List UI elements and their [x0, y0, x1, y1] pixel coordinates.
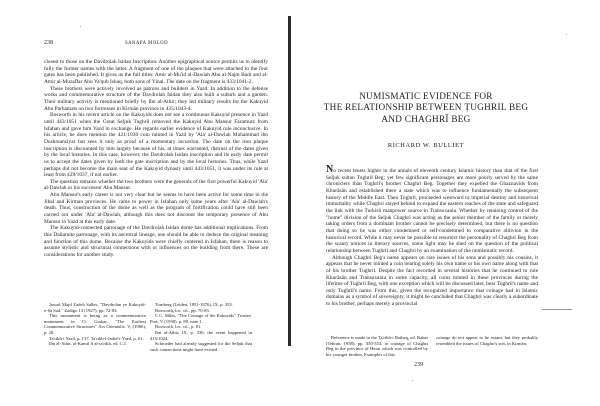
- footnote: Tornberg (Leiden, 1851-1876), IX, p. 355.: [155, 302, 233, 307]
- footnote: Schroeder had already suggested for the Seljuk that such connections might have existed.: [150, 341, 252, 352]
- left-footnotes-col1: [44, 302, 146, 347]
- footnote: Jawad Majd Zadeh Salles, "Davdrolan ye Kakuyid-e-Sa Sad," Zadigo 13 (1927), pp. 72-83.: [44, 302, 146, 313]
- footnote: Bosworth, loc. cit., p. 81.: [155, 324, 202, 330]
- paragraph: The Kakuyid-connected patronage of the Davdrolah Isidan dome has additional implications. From this Dailamite patronage, with its ancestral lineage, one should be able to deduce the original meaning and function of this dome. Because the Kakuyids were chiefly centered in Isfahan, there is reason to assume stylistic and structural connections with or influences on the building from there. These are considerations for another study.: [44, 225, 268, 259]
- right-footnotes-col2: [436, 335, 538, 346]
- footnote: This monument is being as a commemorative monument in O. Grabar, "The Earliest Commemorative Structures" Ars Orientalis, V, (1966), p. 28.: [44, 313, 146, 335]
- footnote: coinage do not appear to be extant, but they probably resembled the issues of Chaghri's son, in Kirmân.: [436, 335, 538, 346]
- left-page-number: 238: [44, 40, 53, 46]
- paragraph-text: o recent tenets higher in the annals of eleventh century Islamic history than that of the first Seljuk sultan Tughril Beg; yet few significant personages are more poorly served by the same chroniclers than Tughril's brother Chaghri Beg. Together they expelled the Ghaznavids from Khurâsân and established there a state which was to influence fundamentally the subsequent history of the Middle East. Then Tughril, proceeded westward to imperial destiny and historical immortality while Chaghri stayed behind to expand the eastern reaches of the state and safeguard the link with the Turkish manpower source in Transoxania. Whether by retaining control of the "home" division of the Seljuk Chaghri was acting as the senior member of the family or merely taking orders from a dominant brother cannot be precisely determined, but there is no question that doing so he was either condemned or self-condemned to comparative oblivion in the historical record. While it may never be possible to resurrect the personality of Chaghri Beg from the scanty notices in literary sources, some light may be shed on the question of the political relationship between Tughril and Chaghri by an examination of the numismatic record.: [326, 168, 538, 254]
- title-line: AND CHAGHRĪ BEG: [381, 113, 471, 124]
- footnote: Reference is made in the Ta'rikh-i Baihaq, ed. Bahar (Tehran, 1938), pp. 350-354, to coinage of Chaghri Beg in the province of Herat which was controlled by his younger brother. Examples of this: [326, 335, 428, 357]
- title-line: NUMISMATIC EVIDENCE FOR: [359, 91, 493, 101]
- paragraph: Although Chaghri Beg's name appears on rare issues of his sons and possibly his cousins, it appears that he never minted a coin bearing solely his own name or his own name along with that of his brother Tughril. Despite the fact recorded in several histories that he continued to rule Khurâsân and Transoxania in some capacity, all coins minted in these provinces during the lifetime of Tughril Beg, with one exception which will be discussed later, bear Tughril's name and only Tughril's name. From this, given the recognized importance that coinage had in Islamic domains as a symbol of sovereignty, it might be concluded that Chaghri was clearly a subordinate to his brother, perhaps merely a provincial: [326, 254, 538, 308]
- paragraph: Abu Mansur's early career is not very clear but he seems to have been active for some time in the Jibal and Kirman provinces. He came to power in Isfahan only some years after 'Ala' al-Dawlah's death. Thus, construction of the dome as well as the program of fortification could have still been carried out under 'Ala' al-Dawlah, although this does not discount the temporary presence of Abu Mansur in Yazd at this early date.: [44, 192, 268, 225]
- left-page: [0, 0, 288, 406]
- left-body-text: [44, 59, 268, 259]
- footnote: Ibn al-Athir, IX, p. 330; the event happened in 415/1024.: [150, 329, 252, 341]
- paragraph: [326, 164, 538, 255]
- right-body-text: [326, 164, 538, 308]
- left-running-head: SARAFA MOLOD: [125, 41, 169, 46]
- left-footnotes-col2: [150, 302, 252, 352]
- footnote: Bosworth, loc. cit., pp. 70-83.: [155, 307, 210, 313]
- footnote: C.C. Miles, "The Coinage of the Kakuyids" Trustee, Port, V (1938), p. 89, note 1.: [150, 313, 252, 324]
- right-footnotes-col1: [326, 335, 428, 357]
- paragraph: The question remains whether the two brothers were the generals of the first powerful Kakuyid 'Ala' al-Dawlah or his successor Abu Mansur.: [44, 178, 268, 192]
- title-line: THE RELATIONSHIP BETWEEN ṬUGHRIL BEG: [323, 102, 529, 113]
- paragraph: Bosworth in his recent article on the Kakuyids does not see a continuous Kakuyid presence in Yazd until 443/1051 when the Great Seljuk Tughril removed the Kakuyid Abu Mansur Faramurz from Isfahan and gave him Yazd in exchange. He regards earlier evidence of Kakuyid rule inconclusive. In his article, he does mention the 421/1030 coin minted in Yazd by 'Ala' al-Dawlah Muhammad ibn Dushmanziyar but sees it only as proof of a momentary incursion. The date on the iron plaque inscription is discounted by him largely because of his, at times warranted, distrust of the dates given by the local histories. In this case, however, the Davdrolah Isidan inscription and its early date permit us to accept the dates given by both the gate inscription and by the local histories. Thus, while Yazd perhaps did not become the main seat of the Kakuyid dynasty until 443/1051, it was under its rule at least from 429/1037, if not earlier.: [44, 112, 268, 179]
- paragraph: closest to those on the Davdrolah Isidan Inscription. Another epigraphical source permits us to identify fully the former names with the latter. A fragment of one of the plaques that were attached to the four gates has been published. It gives us the full titles: Amir al-Mu'id al-Dawlah Abu al-Najm Badr and al-Amir al-Muzaffar Abu Ya'qub Ishaq, both sons of Yinal. The date on the fragment is 433/1041-2.: [44, 59, 268, 85]
- footnote: Ibn al-Athir, al-Kamil fi al-ta'rikh, ed. C.J.: [49, 341, 127, 347]
- drop-cap: N: [326, 164, 334, 175]
- article-author: RICHARD W. BULLIET: [387, 142, 465, 149]
- book-spine-shadow: [288, 16, 291, 346]
- article-title: [312, 91, 540, 125]
- paragraph: These brothers were actively involved as patrons and builders in Yazd. In addition to the defense works and commemorative structure of the Davdrolah Isidan they also built a suburb and a garden. Their military activity is mentioned briefly by Ibn al-Athir; they led military results for the Kakuyid Abu Parhamats on two fortresses in Kirmân province in 435/1043-4.: [44, 85, 268, 112]
- footnote: Ta'rikh-i Yazd, p. 137. Ta'rikh-i-Jadid-i-Yazd, p. 61.: [49, 335, 144, 341]
- right-page-number: 239: [414, 362, 423, 368]
- right-page: [292, 0, 600, 406]
